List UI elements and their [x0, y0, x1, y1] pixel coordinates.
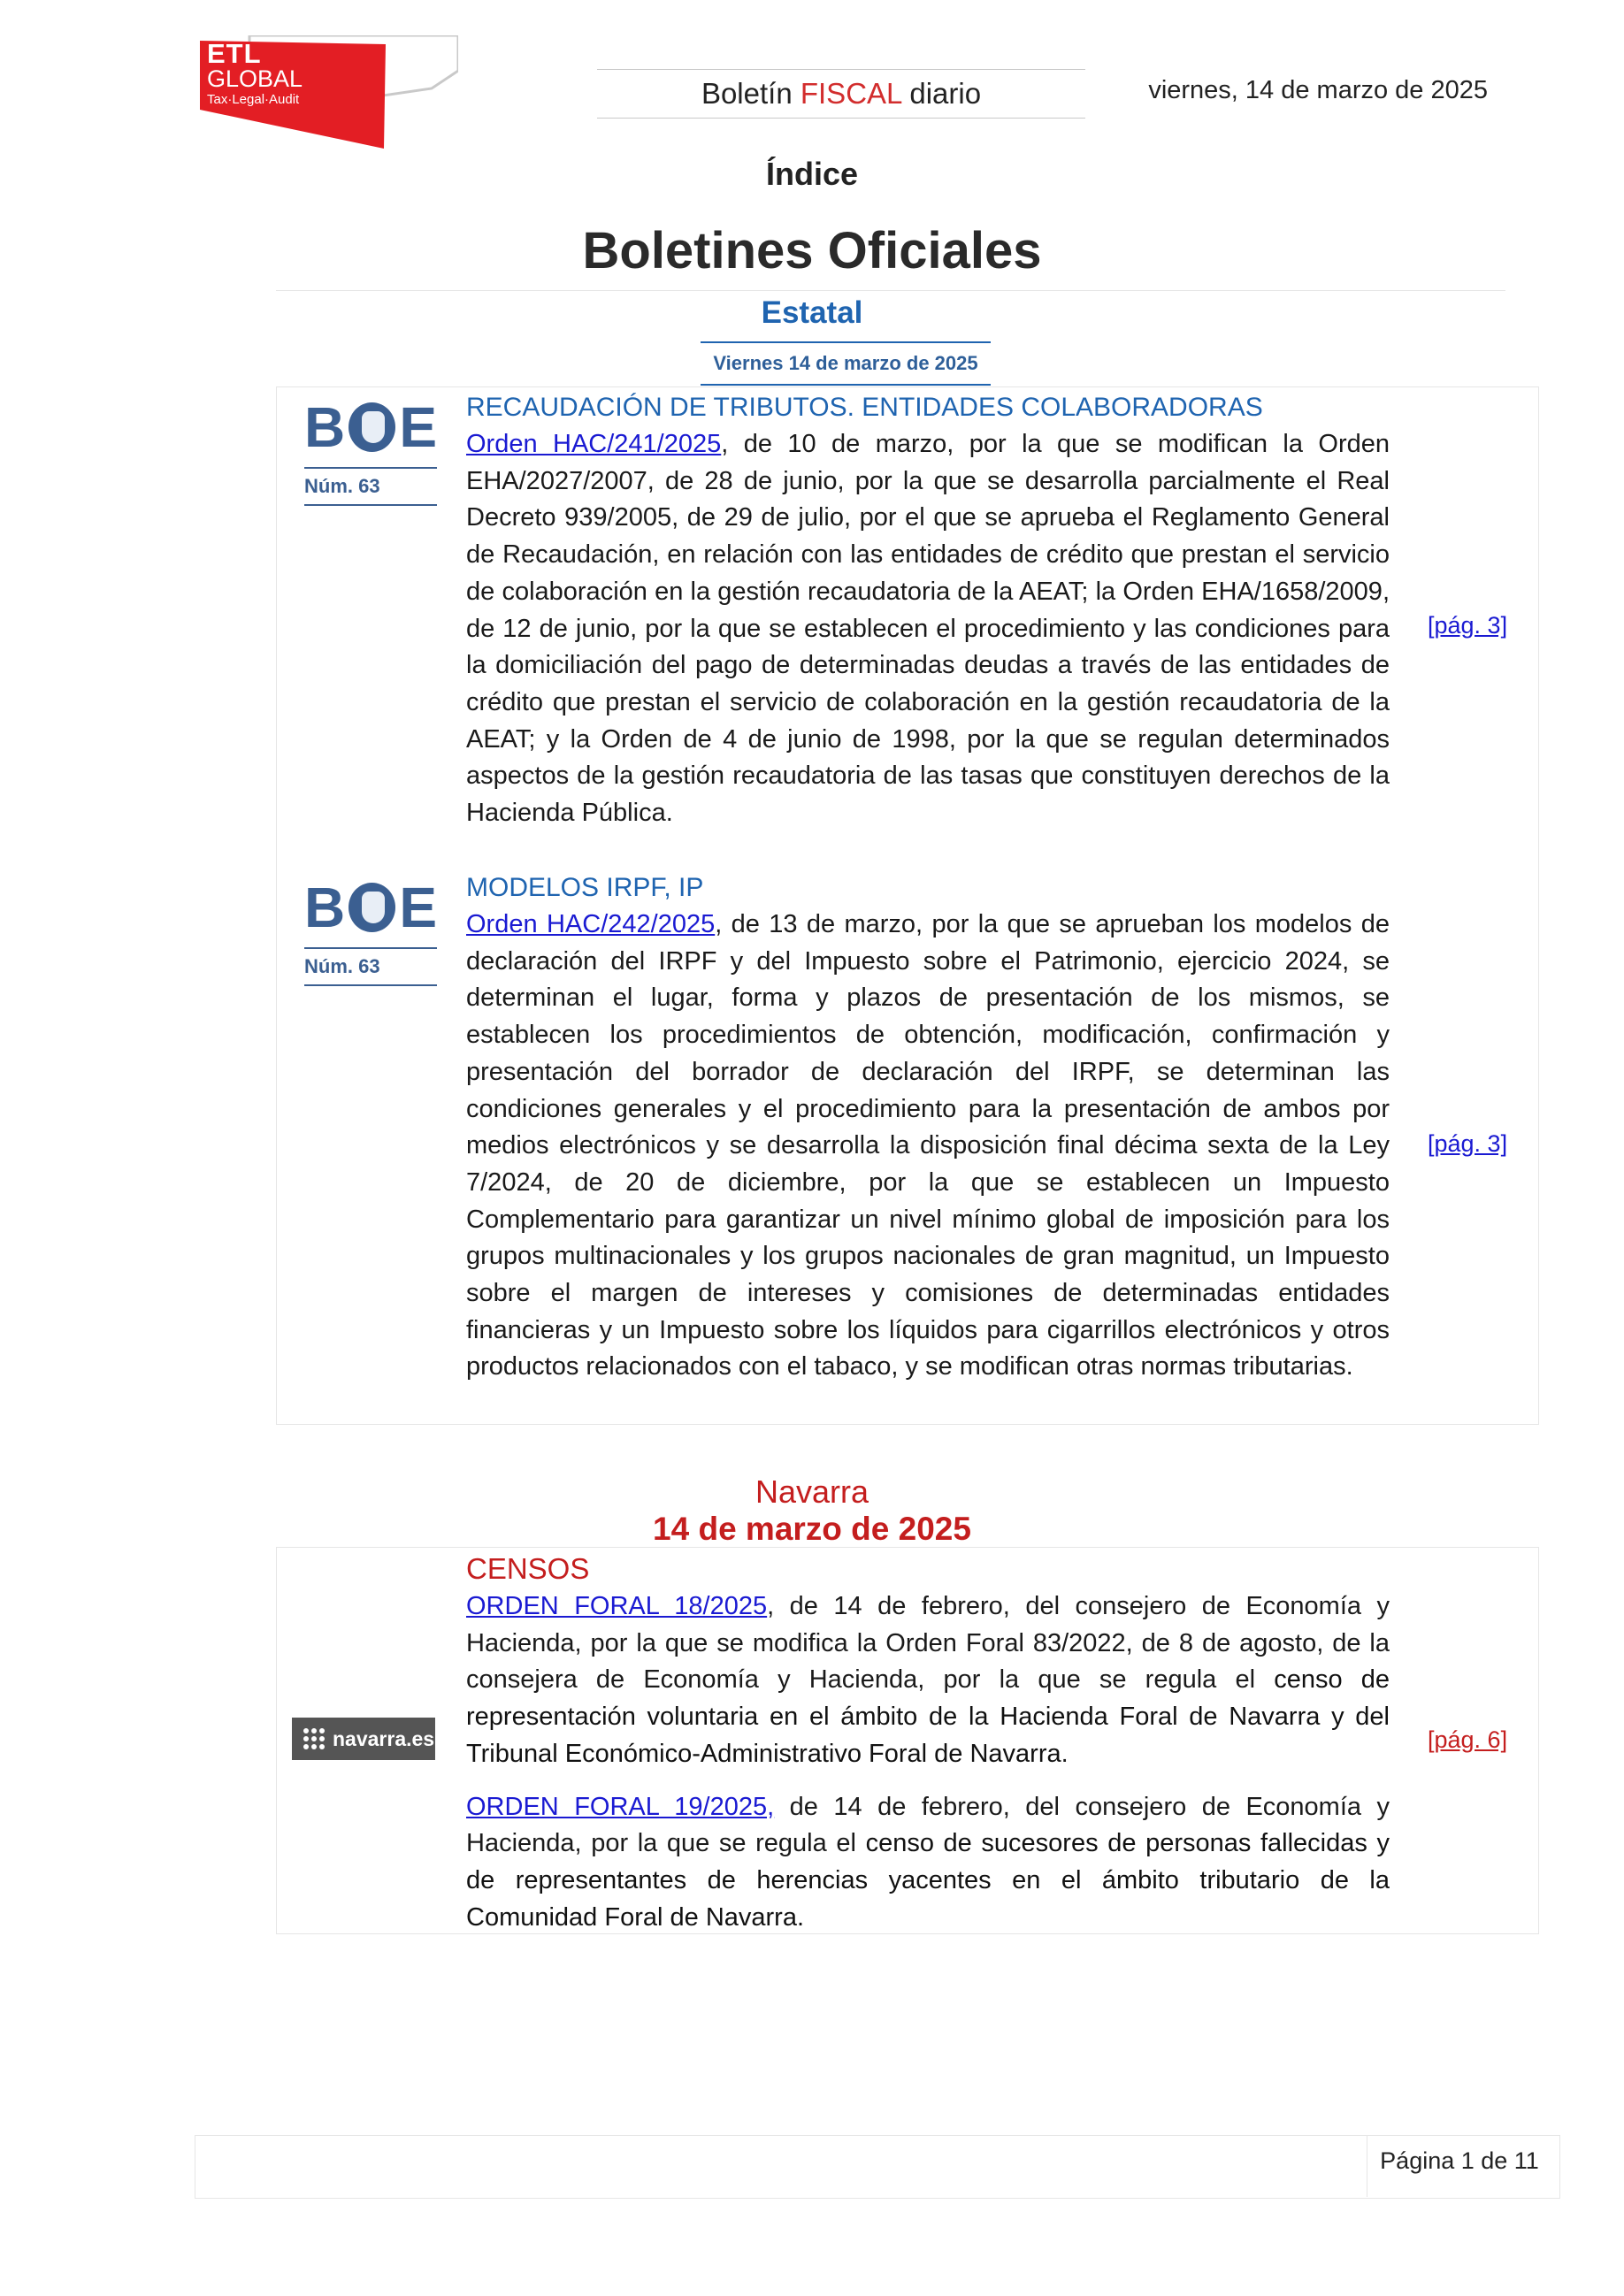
entry-heading: RECAUDACIÓN DE TRIBUTOS. ENTIDADES COLABORADORAS — [466, 393, 1263, 422]
entry-text: de 14 de febrero, del consejero de Economía y Hacienda, por la que se regula el — [466, 1792, 1390, 1858]
entry-censos — [466, 1550, 1390, 1936]
bulletin-title-suffix: diario — [901, 77, 982, 110]
entry-body — [466, 426, 1390, 832]
page-ref-link[interactable]: [pág. 3] — [1428, 612, 1508, 639]
header-date: viernes, 14 de marzo de 2025 — [1148, 76, 1488, 104]
entry-heading: CENSOS — [466, 1552, 590, 1585]
logo-global: GLOBAL — [207, 65, 303, 92]
section-title: Boletines Oficiales — [582, 222, 1042, 279]
page-ref-link[interactable]: [pág. 6] — [1428, 1726, 1508, 1753]
navarra-title: Navarra — [755, 1473, 869, 1510]
estatal-title: Estatal — [761, 295, 863, 330]
logo-etl: ETL — [207, 38, 262, 69]
entry-text-end: . — [1061, 1739, 1069, 1768]
boe-number: Núm. 63 — [304, 947, 437, 986]
navarra-logo-icon — [292, 1718, 435, 1760]
entry-emphasis: censo de representación voluntaria en el ámbito de la Hacienda Foral de Navarra y del Tribunal Económico-Administrativo Foral de Navarra — [466, 1665, 1390, 1768]
order-link[interactable]: Orden HAC/242/2025 — [466, 910, 716, 938]
entry-body — [466, 907, 1390, 1386]
entry-recaudacion — [466, 389, 1390, 832]
section-divider — [276, 290, 1505, 291]
etl-global-logo-text — [202, 39, 379, 119]
grid-dots-icon — [303, 1727, 326, 1750]
bulletin-title — [597, 69, 1085, 119]
logo-tagline: Tax·Legal·Audit — [207, 92, 300, 107]
order-link[interactable]: ORDEN FORAL 18/2025 — [466, 1592, 768, 1620]
entry-body — [466, 1789, 1390, 1937]
bulletin-title-highlight: FISCAL — [800, 77, 902, 110]
bulletin-title-prefix: Boletín — [701, 77, 801, 110]
estatal-date: Viernes 14 de marzo de 2025 — [701, 341, 991, 386]
entry-heading: MODELOS IRPF, IP — [466, 873, 704, 902]
entry-modelos-irpf — [466, 869, 1390, 1386]
boe-logo-icon: B E Núm. 63 — [304, 880, 437, 986]
entry-text: , de 10 de marzo, por la que se modifican la Orden EHA/2027/2007, de 28 de junio, por la que se desarrolla parcialmente el Real Decreto 939/2005, de 29 de julio, por el que se aprueba el Reglamento General de Recaudación, en relación con las entidades de crédito que prestan el servicio de colaboración en la gestión recaudatoria de la AEAT; la Orden EHA/1658/2009, de 12 de junio, por la que se establecen el procedimiento y las condiciones para la domiciliación del pago de determinadas deudas a través de las entidades de crédito que prestan el servicio de colaboración en la gestión recaudatoria de la AEAT; y la Orden de 4 de junio de 1998, por la que se regulan determinados aspectos de la gestión recaudatoria de las tasas que constituyen derechos de la Hacienda Pública. — [466, 430, 1390, 828]
entry-text: , de 13 de marzo, por la que se aprueban los modelos de declaración del IRPF y del Impuesto sobre el Patrimonio, ejercicio 2024, se determinan el lugar, forma y plazos de presentación de los mismos, se establecen los procedimientos de obtención, modificación, confirmación y presentación del borrador de declaración del IRPF, se determinan las condiciones generales y el procedimiento para la presentación de ambos por medios electrónicos y se desarrolla la disposición final décima sexta de la Ley 7/2024, de 20 de diciembre, por la que se establecen un Impuesto Complementario para garantizar un nivel mínimo global de imposición para los grupos multinacionales y los grupos nacionales de gran magnitud, un Impuesto sobre el margen de intereses y comisiones de determinadas entidades financieras y un Impuesto sobre los líquidos para cigarrillos electrónicos y otros productos relacionados con el tabaco, y se modifican otras normas tributarias. — [466, 910, 1390, 1381]
order-link[interactable]: ORDEN FORAL 19/2025, — [466, 1792, 775, 1821]
boe-logo-icon: B E Núm. 63 — [304, 400, 437, 506]
page-ref-link[interactable]: [pág. 3] — [1428, 1130, 1508, 1157]
index-heading: Índice — [765, 156, 859, 192]
entry-text: , de 14 de febrero, del consejero de Economía y Hacienda, por la que se modifica la Orden Foral 83/2022, de 8 de agosto, de la consejera de Economía y Hacienda, por la que se regula el — [466, 1592, 1390, 1695]
navarra-logo-text: navarra.es — [333, 1726, 435, 1750]
boe-number: Núm. 63 — [304, 467, 437, 506]
entry-emphasis: censo de sucesores de personas fallecidas y de representantes de herencias yacentes en el ámbito tributario de la Comunidad Foral de Navarra. — [466, 1829, 1390, 1932]
navarra-date: 14 de marzo de 2025 — [653, 1511, 971, 1547]
order-link[interactable]: Orden HAC/241/2025 — [466, 430, 722, 458]
page-number: Página 1 de 11 — [1380, 2147, 1539, 2174]
entry-body — [466, 1588, 1390, 1773]
footer — [195, 2135, 1560, 2199]
